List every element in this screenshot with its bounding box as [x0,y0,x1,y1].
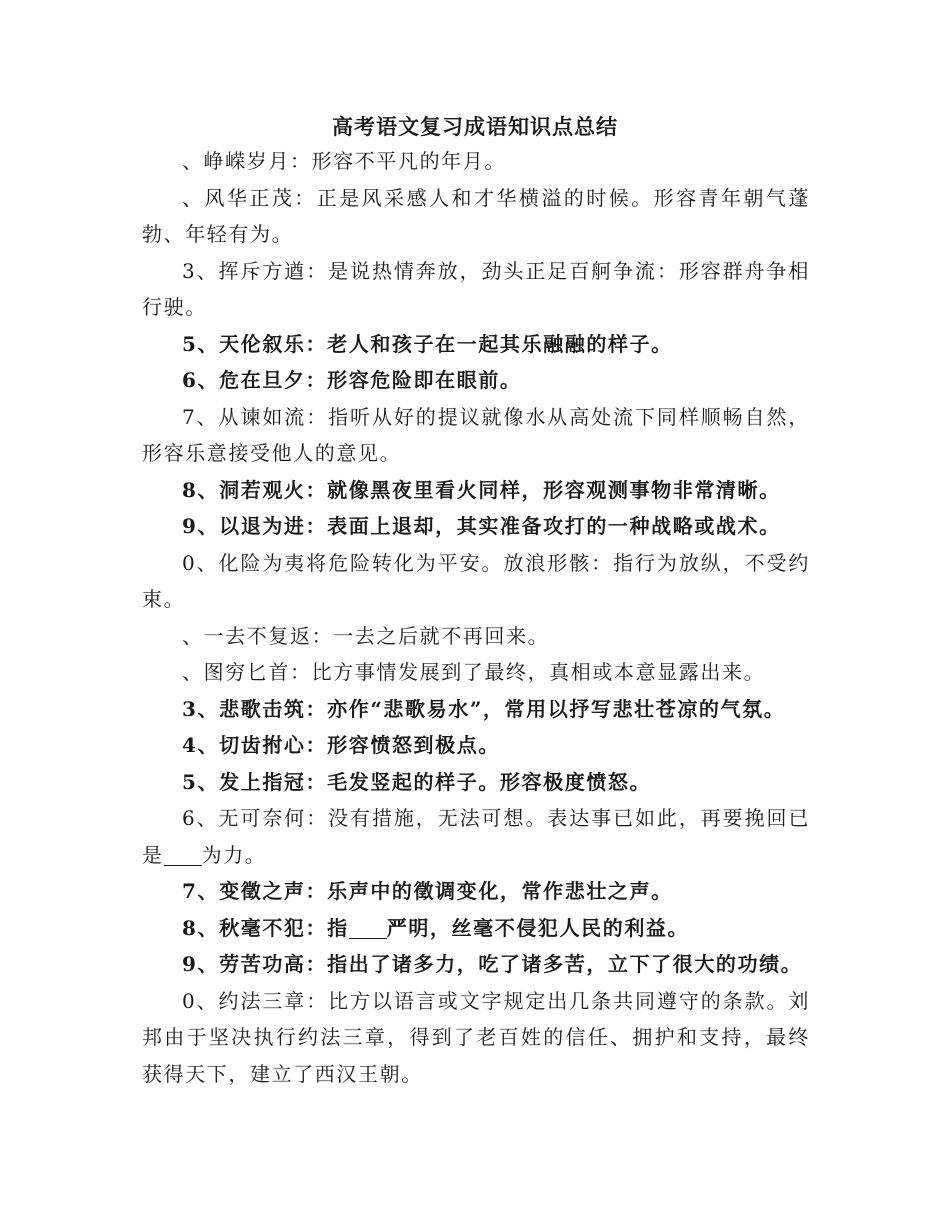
paragraph-4: 5、天伦叙乐：老人和孩子在一起其乐融融的样子。 [182,331,673,356]
paragraph-12: 3、悲歌击筑：亦作“悲歌易水”，常用以抒写悲壮苍凉的气氛。 [182,696,786,721]
paragraph-18: 9、劳苦功高：指出了诸多力，吃了诸多苦，立下了很大的功绩。 [182,952,803,976]
paragraph-5: 6、危在旦夕：形容危险即在眼前。 [182,368,522,392]
paragraph-7: 8、洞若观火：就像黑夜里看火同样，形容观测事物非常清晰。 [182,477,781,502]
paragraph-3: 3、挥斥方遒：是说热情奔放，劲头正足百舸争流：形容群舟争相行驶。 [142,258,810,319]
paragraph-6: 7、从谏如流：指听从好的提议就像水从高处流下同样顺畅自然，形容乐意接受他人的意见。 [142,404,810,465]
paragraph-17 [142,910,810,947]
paragraph-15-before: 6、无可奈何：没有措施，无法可想。表达事已如此，再要挽回已是 [142,806,810,867]
paragraph-15-after: 为力。 [201,842,267,867]
paragraph-19: 0、约法三章：比方以语言或文字规定出几条共同遵守的条款。刘邦由于坚决执行约法三章，得到了老百姓的信任、拥护和支持，最终获得天下，建立了西汉王朝。 [142,988,810,1086]
paragraph-10: 、一去不复返：一去之后就不再回来。 [182,623,550,648]
document-body [142,143,810,1092]
paragraph-13: 4、切齿拊心：形容愤怒到极点。 [182,733,500,757]
fill-in-blank [164,864,202,866]
paragraph-11: 、图穷匕首：比方事情发展到了最终，真相或本意显露出来。 [182,660,766,684]
paragraph-16: 7、变徵之声：乐声中的徵调变化，常作悲壮之声。 [182,879,673,903]
paragraph-9: 0、化险为夷将危险转化为平安。放浪形骸：指行为放纵，不受约束。 [142,550,810,611]
paragraph-1: 、峥嵘岁月：形容不平凡的年月。 [182,149,506,173]
paragraph-2: 、风华正茂：正是风采感人和才华横溢的时候。形容青年朝气蓬勃、年轻有为。 [142,185,810,246]
paragraph-15 [142,800,810,873]
paragraph-17-before: 8、秋毫不犯：指 [182,915,349,940]
document-title: 高考语文复习成语知识点总结 [332,114,618,139]
paragraph-8: 9、以退为进：表面上退却，其实准备攻打的一种战略或战术。 [182,514,781,538]
paragraph-14: 5、发上指冠：毛发竖起的样子。形容极度愤怒。 [182,769,652,794]
paragraph-17-after: 严明，丝毫不侵犯人民的利益。 [386,915,690,940]
fill-in-blank [349,937,387,939]
